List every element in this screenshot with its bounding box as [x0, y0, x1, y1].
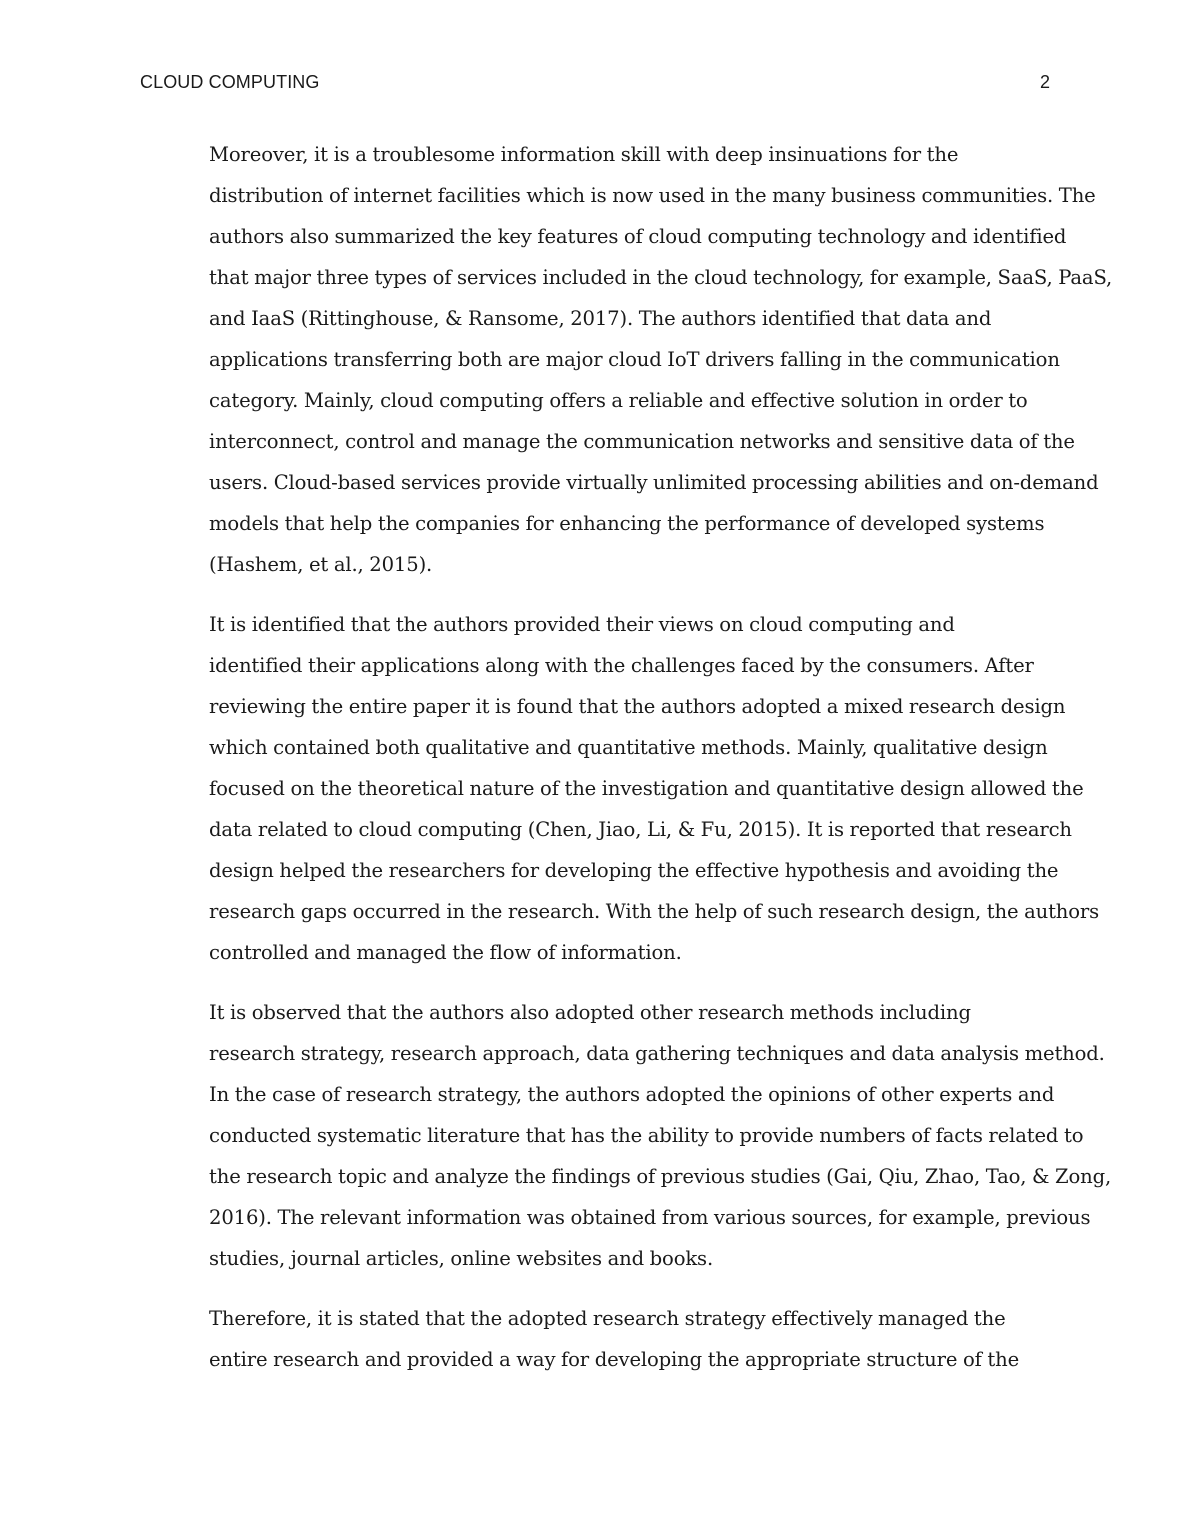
- text-line: that major three types of services included in the cloud technology, for example, SaaS, PaaS,: [209, 266, 1113, 289]
- body-text: [140, 134, 1113, 1399]
- text-line: category. Mainly, cloud computing offers a reliable and effective solution in order to: [209, 389, 1028, 412]
- text-line: It is identified that the authors provided their views on cloud computing and: [209, 613, 955, 636]
- text-line: (Hashem, et al., 2015).: [209, 553, 433, 576]
- text-line: design helped the researchers for developing the effective hypothesis and avoiding the: [209, 859, 1059, 882]
- text-line: data related to cloud computing (Chen, Jiao, Li, & Fu, 2015). It is reported that research: [209, 818, 1072, 841]
- paragraph: [140, 604, 1100, 973]
- text-line: 2016). The relevant information was obtained from various sources, for example, previous: [209, 1206, 1091, 1229]
- text-line: research strategy, research approach, data gathering techniques and data analysis method.: [209, 1042, 1105, 1065]
- text-line: Moreover, it is a troublesome information skill with deep insinuations for the: [209, 143, 959, 166]
- text-line: studies, journal articles, online websites and books.: [209, 1247, 714, 1270]
- text-line: users. Cloud-based services provide virtually unlimited processing abilities and on-demand: [209, 471, 1099, 494]
- text-line: research gaps occurred in the research. With the help of such research design, the authors: [209, 900, 1100, 923]
- text-line: distribution of internet facilities which is now used in the many business communities. The: [209, 184, 1096, 207]
- text-line: entire research and provided a way for developing the appropriate structure of the: [209, 1348, 1020, 1371]
- text-line: Therefore, it is stated that the adopted research strategy effectively managed the: [209, 1307, 1006, 1330]
- running-head: CLOUD COMPUTING: [140, 72, 320, 92]
- text-line: applications transferring both are major cloud IoT drivers falling in the communication: [209, 348, 1060, 371]
- text-line: It is observed that the authors also adopted other research methods including: [209, 1001, 971, 1024]
- text-line: the research topic and analyze the findings of previous studies (Gai, Qiu, Zhao, Tao, & Zong,: [209, 1165, 1112, 1188]
- text-line: and IaaS (Rittinghouse, & Ransome, 2017). The authors identified that data and: [209, 307, 992, 330]
- text-line: controlled and managed the flow of information.: [209, 941, 682, 964]
- text-line: which contained both qualitative and quantitative methods. Mainly, qualitative design: [209, 736, 1048, 759]
- text-line: In the case of research strategy, the authors adopted the opinions of other experts and: [209, 1083, 1055, 1106]
- text-line: interconnect, control and manage the communication networks and sensitive data of the: [209, 430, 1075, 453]
- text-line: identified their applications along with the challenges faced by the consumers. After: [209, 654, 1034, 677]
- paragraph: [140, 134, 1113, 585]
- paragraph: [140, 1298, 1050, 1380]
- text-line: models that help the companies for enhancing the performance of developed systems: [209, 512, 1045, 535]
- text-line: reviewing the entire paper it is found that the authors adopted a mixed research design: [209, 695, 1066, 718]
- text-line: focused on the theoretical nature of the investigation and quantitative design allowed the: [209, 777, 1084, 800]
- page-number: 2: [1039, 72, 1050, 92]
- text-line: authors also summarized the key features of cloud computing technology and identified: [209, 225, 1067, 248]
- text-line: conducted systematic literature that has the ability to provide numbers of facts related to: [209, 1124, 1084, 1147]
- paragraph: [140, 992, 1112, 1279]
